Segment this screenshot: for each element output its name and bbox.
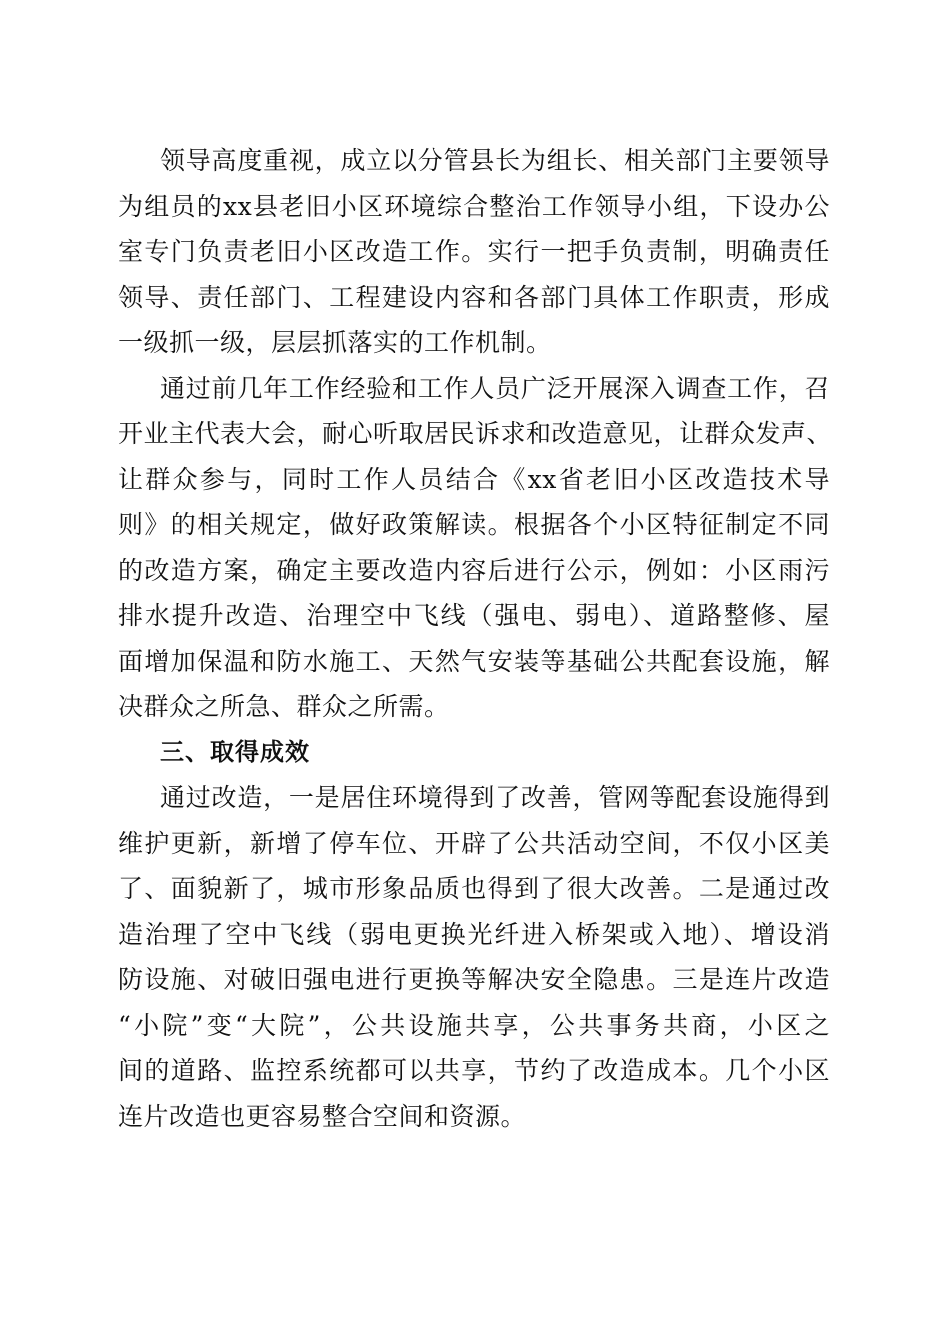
paragraph-leadership — [118, 138, 830, 366]
paragraph-line: 开业主代表大会，耐心听取居民诉求和改造意见，让群众发声、 — [118, 419, 833, 448]
paragraph-line: 领导高度重视，成立以分管县长为组长、相关部门主要领导 — [160, 146, 830, 175]
paragraph-line: 则》的相关规定，做好政策解读。根据各个小区特征制定不同 — [118, 510, 830, 539]
paragraph-survey — [118, 366, 833, 730]
document-body — [118, 138, 833, 1139]
paragraph-line: 决群众之所急、群众之所需。 — [118, 692, 450, 721]
paragraph-line: 连片改造也更容易整合空间和资源。 — [118, 1101, 527, 1131]
paragraph-line: 通过前几年工作经验和工作人员广泛开展深入调查工作，召 — [160, 373, 830, 403]
paragraph-line: 通过改造，一是居住环境得到了改善，管网等配套设施得到 — [160, 783, 830, 812]
paragraph-line: 领导、责任部门、工程建设内容和各部门具体工作职责，形成 — [118, 282, 830, 312]
section-heading: 三、取得成效 — [160, 737, 310, 766]
paragraph-line: 为组员的xx县老旧小区环境综合整治工作领导小组，下设办公 — [118, 191, 830, 221]
paragraph-line: 排水提升改造、治理空中飞线（强电、弱电）、道路整修、屋 — [118, 601, 830, 630]
section-heading-wrapper — [118, 730, 830, 776]
paragraph-line: 造治理了空中飞线（弱电更换光纤进入桥架或入地）、增设消 — [118, 919, 830, 949]
paragraph-line: “小院”变“大院”，公共设施共享，公共事务共商，小区之 — [118, 1010, 830, 1040]
paragraph-line: 防设施、对破旧强电进行更换等解决安全隐患。三是连片改造 — [118, 965, 830, 994]
paragraph-line: 了、面貌新了，城市形象品质也得到了很大改善。二是通过改 — [118, 874, 830, 903]
paragraph-line: 维护更新，新增了停车位、开辟了公共活动空间，不仅小区美 — [118, 828, 830, 858]
paragraph-results — [118, 775, 830, 1139]
paragraph-line: 室专门负责老旧小区改造工作。实行一把手负责制，明确责任 — [118, 237, 830, 266]
paragraph-line: 的改造方案，确定主要改造内容后进行公示，例如：小区雨污 — [118, 555, 830, 585]
paragraph-line: 间的道路、监控系统都可以共享，节约了改造成本。几个小区 — [118, 1056, 830, 1085]
paragraph-line: 让群众参与，同时工作人员结合《xx省老旧小区改造技术导 — [118, 464, 830, 494]
paragraph-line: 面增加保温和防水施工、天然气安装等基础公共配套设施，解 — [118, 646, 830, 676]
paragraph-line: 一级抓一级，层层抓落实的工作机制。 — [118, 328, 552, 357]
